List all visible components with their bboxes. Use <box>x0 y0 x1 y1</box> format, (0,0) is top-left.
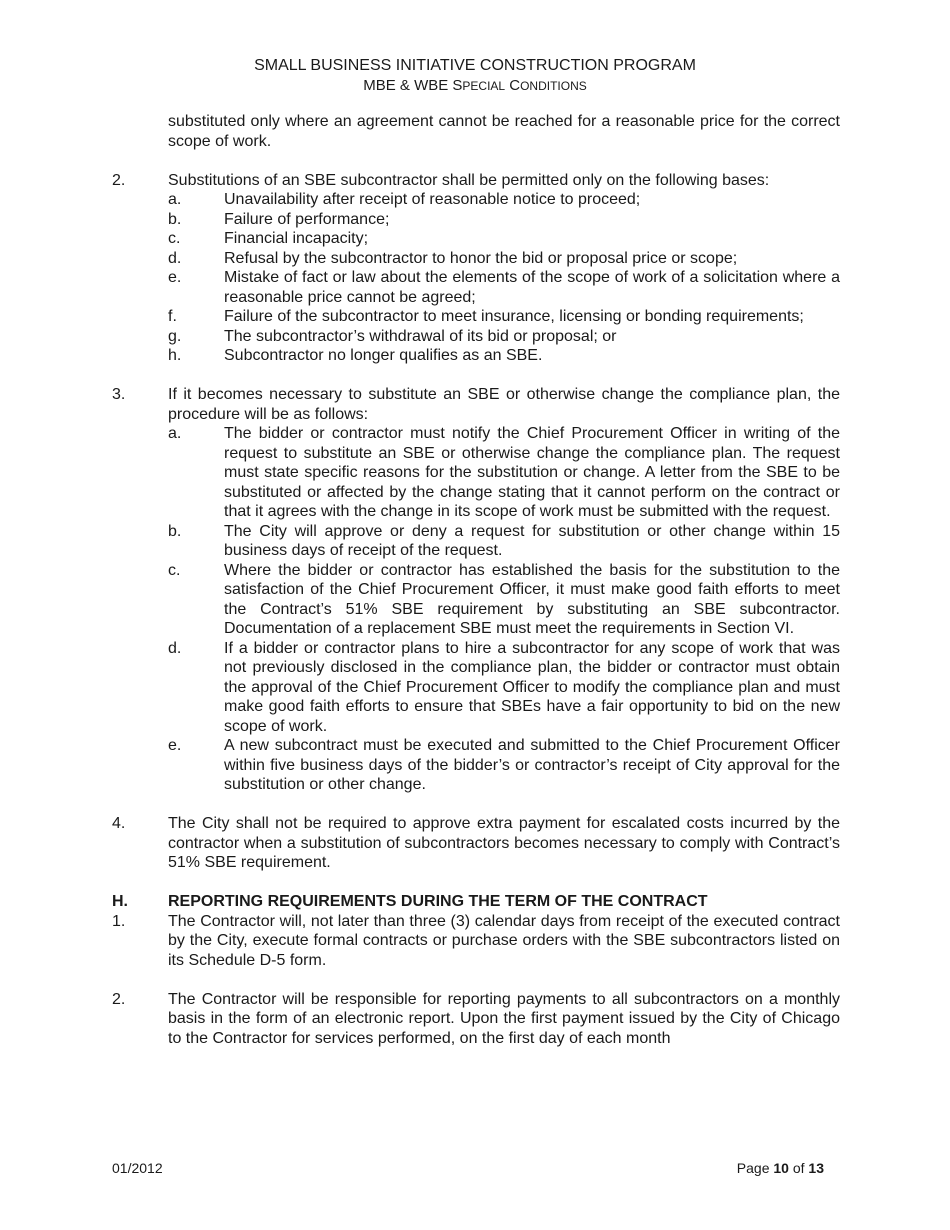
sub-item: d. Refusal by the subcontractor to honor the bid or proposal price or scope; <box>168 249 738 267</box>
sub-item: b. The City will approve or deny a request for substitution or other change within 15 business days of receipt of the request. <box>168 522 840 559</box>
section-h-item-2 <box>112 990 840 1049</box>
header-program-title: SMALL BUSINESS INITIATIVE CONSTRUCTION PROGRAM <box>254 57 696 74</box>
item-text: If it becomes necessary to substitute an SBE or otherwise change the compliance plan, the procedure will be as follows: <box>168 386 840 423</box>
section-label: H. <box>112 893 128 910</box>
sub-item: c. Where the bidder or contractor has established the basis for the substitution to the satisfaction of the Chief Procurement Officer, it must make good faith efforts to meet the Contract’s 51% SBE requirement by substituting an SBE subcontractor. Documentation of a replacement SBE must meet the requirements in Section VI. <box>168 561 840 637</box>
item-number: 1. <box>112 912 126 930</box>
sub-item: e. A new subcontract must be executed and submitted to the Chief Procurement Officer within five business days of the bidder’s or contractor’s receipt of City approval for the substitution or other change. <box>168 737 840 793</box>
section-h-item-1 <box>112 912 840 971</box>
sub-item: d. If a bidder or contractor plans to hire a subcontractor for any scope of work that was not previously disclosed in the compliance plan, the bidder or contractor must obtain the approval of the Chief Procurement Officer to modify the compliance plan and must make good faith efforts to ensure that SBEs have a fair opportunity to bid on the new scope of work. <box>168 639 840 735</box>
sub-item: a. The bidder or contractor must notify the Chief Procurement Officer in writing of the request to substitute an SBE or otherwise change the compliance plan. The request must state specific reasons for the substitution or change. A letter from the SBE to be substituted or affected by the change stating that it cannot perform on the contract or that it agrees with the change in its scope of work must be submitted with the request. <box>168 425 840 520</box>
item-number: 3. <box>112 386 126 403</box>
section-title: REPORTING REQUIREMENTS DURING THE TERM OF THE CONTRACT <box>168 893 708 910</box>
item-number: 2. <box>112 171 126 189</box>
list-item-2 <box>112 171 840 366</box>
sub-item: b. Failure of performance; <box>168 210 390 228</box>
item-text: Substitutions of an SBE subcontractor shall be permitted only on the following bases: <box>168 171 770 189</box>
revision-date: 01/2012 <box>112 1160 163 1176</box>
list-item-3 <box>112 385 840 795</box>
page-number: Page 10 of 13 <box>736 1160 824 1176</box>
item-text: The Contractor will, not later than three (3) calendar days from receipt of the executed contract by the City, execute formal contracts or purchase orders with the SBE subcontractors listed on its Schedule D-5 form. <box>168 912 840 969</box>
sub-item: h. Subcontractor no longer qualifies as an SBE. <box>168 347 543 364</box>
section-heading-h <box>112 892 840 912</box>
intro-continuation <box>112 112 840 151</box>
page-header <box>0 56 950 96</box>
intro-text: substituted only where an agreement cannot be reached for a reasonable price for the correct scope of work. <box>168 113 840 150</box>
list-item-4 <box>112 814 840 873</box>
item-text: The City shall not be required to approve extra payment for escalated costs incurred by the contractor when a substitution of subcontractors becomes necessary to comply with Contract’s 51% SBE requirement. <box>168 815 840 871</box>
page-footer <box>112 1159 824 1179</box>
sub-item: f. Failure of the subcontractor to meet insurance, licensing or bonding requirements; <box>168 308 804 325</box>
sub-item: c. Financial incapacity; <box>168 230 369 247</box>
sub-item: a. Unavailability after receipt of reasonable notice to proceed; <box>168 191 641 208</box>
page-body <box>112 112 840 1048</box>
item-number: 4. <box>112 815 126 832</box>
sub-item: e. Mistake of fact or law about the elements of the scope of work of a solicitation where a reasonable price cannot be agreed; <box>168 269 840 306</box>
item-number: 2. <box>112 990 126 1008</box>
item-text: The Contractor will be responsible for reporting payments to all subcontractors on a monthly basis in the form of an electronic report. Upon the first payment issued by the City of Chicago to the Contractor for services performed, on the first day of each month <box>168 990 840 1047</box>
sub-item: g. The subcontractor’s withdrawal of its bid or proposal; or <box>168 327 617 345</box>
header-subtitle: MBE & WBE SPECIAL CONDITIONS <box>363 77 587 94</box>
